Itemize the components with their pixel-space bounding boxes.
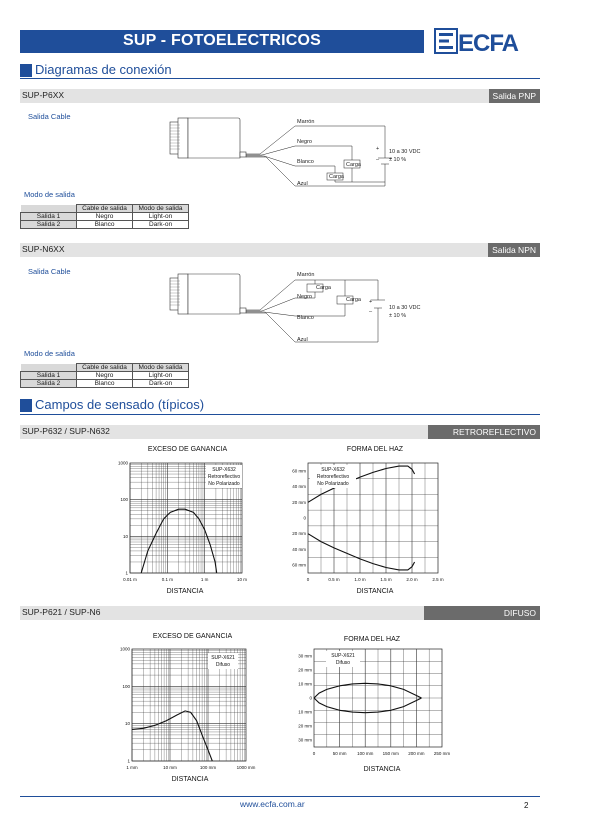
- y-tick-label: 20 mm: [298, 723, 312, 729]
- pnp-mode-title: Modo de salida: [24, 190, 75, 199]
- legend-entry: No Polarizado: [317, 481, 349, 487]
- pnp-mode-table: [20, 204, 189, 229]
- y-tick-label: 1000: [119, 646, 130, 652]
- x-tick-label: 100 mm: [199, 765, 217, 770]
- page-title-bar: [20, 30, 424, 53]
- chart2-xlabel: DISTANCIA: [356, 588, 394, 595]
- plus-sign: +: [369, 299, 373, 305]
- footer-divider: [20, 796, 540, 797]
- legend-entry: SUP-X632: [321, 467, 345, 473]
- x-tick-label: 1.0 m: [354, 577, 366, 582]
- chart4-title: FORMA DEL HAZ: [343, 636, 401, 643]
- legend-entry: SUP-X621: [331, 653, 355, 659]
- chart4-xlabel: DISTANCIA: [363, 766, 401, 773]
- npn-mode-title: Modo de salida: [24, 349, 75, 358]
- diffuse-model-bar: [20, 606, 540, 620]
- y-tick-label: 20 mm: [298, 667, 312, 673]
- x-tick-label: 10 m: [236, 577, 248, 582]
- row-mode: Light-on: [133, 213, 189, 221]
- legend-entry: Difuso: [215, 662, 231, 668]
- load-label: Carga: [346, 297, 361, 303]
- x-tick-label: 200 mm: [408, 751, 425, 756]
- y-tick-label: 100: [120, 497, 128, 503]
- wire-black-label: Negro: [297, 139, 312, 145]
- y-tick-label: 10: [124, 721, 130, 727]
- diffuse-model: SUP-P621 / SUP-N6: [22, 607, 101, 617]
- footer-url[interactable]: www.ecfa.com.ar: [240, 799, 305, 809]
- legend-entry: No Polarizado: [208, 481, 240, 487]
- supply-tolerance: ± 10 %: [389, 157, 407, 163]
- chart4-beam-pattern: [290, 645, 450, 767]
- y-tick-label: 10 mm: [298, 681, 312, 687]
- pnp-model-bar: [20, 89, 540, 103]
- y-tick-label: 40 mm: [292, 546, 306, 552]
- x-tick-label: 2.5 m: [432, 577, 444, 582]
- x-tick-label: 0.5 m: [328, 577, 340, 582]
- npn-output-type: Salida NPN: [488, 243, 540, 257]
- table-header: Modo de salida: [133, 205, 189, 213]
- x-tick-label: 0: [306, 577, 310, 582]
- minus-sign: –: [376, 157, 380, 163]
- y-tick-label: 1: [125, 570, 128, 576]
- chart2-title: FORMA DEL HAZ: [346, 446, 404, 453]
- section-connection-heading: [20, 62, 320, 82]
- ecfa-logo: [434, 27, 538, 55]
- row-name: Salida 2: [21, 380, 77, 388]
- load-label: Carga: [346, 162, 361, 168]
- y-tick-label: 10: [122, 533, 128, 539]
- load-label: Carga: [329, 174, 344, 180]
- row-mode: Light-on: [133, 372, 189, 380]
- table-header: Cable de salida: [77, 364, 133, 372]
- x-tick-label: 150 mm: [382, 751, 399, 756]
- x-tick-label: 1000 mm: [236, 765, 256, 770]
- row-name: Salida 1: [21, 372, 77, 380]
- pnp-model: SUP-P6XX: [22, 90, 65, 100]
- table-header: Modo de salida: [133, 364, 189, 372]
- section-divider: [20, 78, 540, 79]
- wire-brown-label: Marrón: [297, 272, 315, 278]
- chart2-beam-pattern: [280, 455, 445, 590]
- table-row: [21, 213, 189, 221]
- wire-blue-label: Azul: [297, 181, 308, 187]
- section-marker: [20, 399, 32, 412]
- section-marker: [20, 64, 32, 77]
- y-tick-label: 20 mm: [292, 531, 306, 537]
- y-tick-label: 0: [309, 695, 312, 701]
- y-tick-label: 20 mm: [292, 499, 306, 505]
- wire-white-label: Blanco: [297, 315, 314, 321]
- retro-model: SUP-P632 / SUP-N632: [22, 426, 110, 436]
- y-tick-label: 0: [303, 515, 306, 521]
- chart3-excess-gain: [110, 641, 260, 778]
- chart3-title: EXCESO DE GANANCIA: [152, 633, 233, 640]
- row-mode: Dark-on: [133, 221, 189, 229]
- wire-white-label: Blanco: [297, 159, 314, 165]
- x-tick-label: 0.1 m: [161, 577, 173, 582]
- x-tick-label: 1.5 m: [380, 577, 392, 582]
- chart1-title: EXCESO DE GANANCIA: [147, 446, 228, 453]
- row-name: Salida 2: [21, 221, 77, 229]
- table-header: Cable de salida: [77, 205, 133, 213]
- row-mode: Dark-on: [133, 380, 189, 388]
- wire-blue-label: Azul: [297, 337, 308, 343]
- x-tick-label: 0: [312, 751, 316, 756]
- row-cable: Blanco: [77, 380, 133, 388]
- sensor-body-icon: [170, 274, 246, 314]
- legend-entry: Retroreflectivo: [316, 474, 350, 480]
- y-tick-label: 60 mm: [292, 562, 306, 568]
- npn-model-bar: [20, 243, 540, 257]
- section-sensing-title: Campos de sensado (típicos): [35, 397, 205, 412]
- row-name: Salida 1: [21, 213, 77, 221]
- legend-entry: SUP-X621: [211, 655, 235, 661]
- legend-entry: Difuso: [335, 660, 351, 666]
- diffuse-type: DIFUSO: [424, 606, 540, 620]
- retro-model-bar: [20, 425, 540, 439]
- table-row: [21, 380, 189, 388]
- table-row: [21, 221, 189, 229]
- x-tick-label: 50 mm: [332, 751, 347, 756]
- y-tick-label: 1: [127, 758, 130, 764]
- supply-voltage: 10 a 30 VDC: [389, 305, 421, 311]
- x-tick-label: 100 mm: [357, 751, 374, 756]
- y-tick-label: 60 mm: [292, 468, 306, 474]
- section-divider: [20, 414, 540, 415]
- x-tick-label: 1 mm: [126, 765, 138, 770]
- y-tick-label: 10 mm: [298, 709, 312, 715]
- x-tick-label: 250 mm: [433, 751, 450, 756]
- chart3-xlabel: DISTANCIA: [171, 776, 209, 783]
- npn-mode-table: [20, 363, 189, 388]
- y-tick-label: 30 mm: [298, 653, 312, 659]
- row-cable: Negro: [77, 213, 133, 221]
- section-connection-title: Diagramas de conexión: [35, 62, 172, 77]
- load-label: Carga: [316, 285, 331, 291]
- chart1-xlabel: DISTANCIA: [166, 588, 204, 595]
- retro-type: RETROREFLECTIVO: [428, 425, 540, 439]
- minus-sign: –: [369, 309, 373, 315]
- supply-voltage: 10 a 30 VDC: [389, 149, 421, 155]
- x-tick-label: 0.01 m: [123, 577, 137, 582]
- pnp-cable-label: Salida Cable: [28, 112, 71, 121]
- legend-entry: Retroreflectivo: [207, 474, 241, 480]
- chart1-excess-gain: [110, 455, 255, 590]
- page-number: 2: [524, 801, 529, 810]
- sensor-body-icon: [170, 118, 246, 158]
- table-row: [21, 372, 189, 380]
- y-tick-label: 40 mm: [292, 484, 306, 490]
- svg-text:ECFA: ECFA: [458, 30, 519, 55]
- y-tick-label: 100: [122, 683, 130, 689]
- supply-tolerance: ± 10 %: [389, 313, 407, 319]
- y-tick-label: 1000: [117, 460, 128, 466]
- row-cable: Blanco: [77, 221, 133, 229]
- plus-sign: +: [376, 146, 380, 152]
- pnp-output-type: Salida PNP: [489, 89, 540, 103]
- npn-model: SUP-N6XX: [22, 244, 65, 254]
- legend-entry: SUP-X632: [212, 467, 236, 473]
- y-tick-label: 30 mm: [298, 737, 312, 743]
- row-cable: Negro: [77, 372, 133, 380]
- wire-black-label: Negro: [297, 294, 312, 300]
- npn-cable-label: Salida Cable: [28, 267, 71, 276]
- x-tick-label: 10 mm: [163, 765, 177, 770]
- wire-brown-label: Marrón: [297, 119, 315, 125]
- page-title: SUP - FOTOELECTRICOS: [122, 32, 322, 49]
- x-tick-label: 2.0 m: [406, 577, 418, 582]
- x-tick-label: 1 m: [200, 577, 209, 582]
